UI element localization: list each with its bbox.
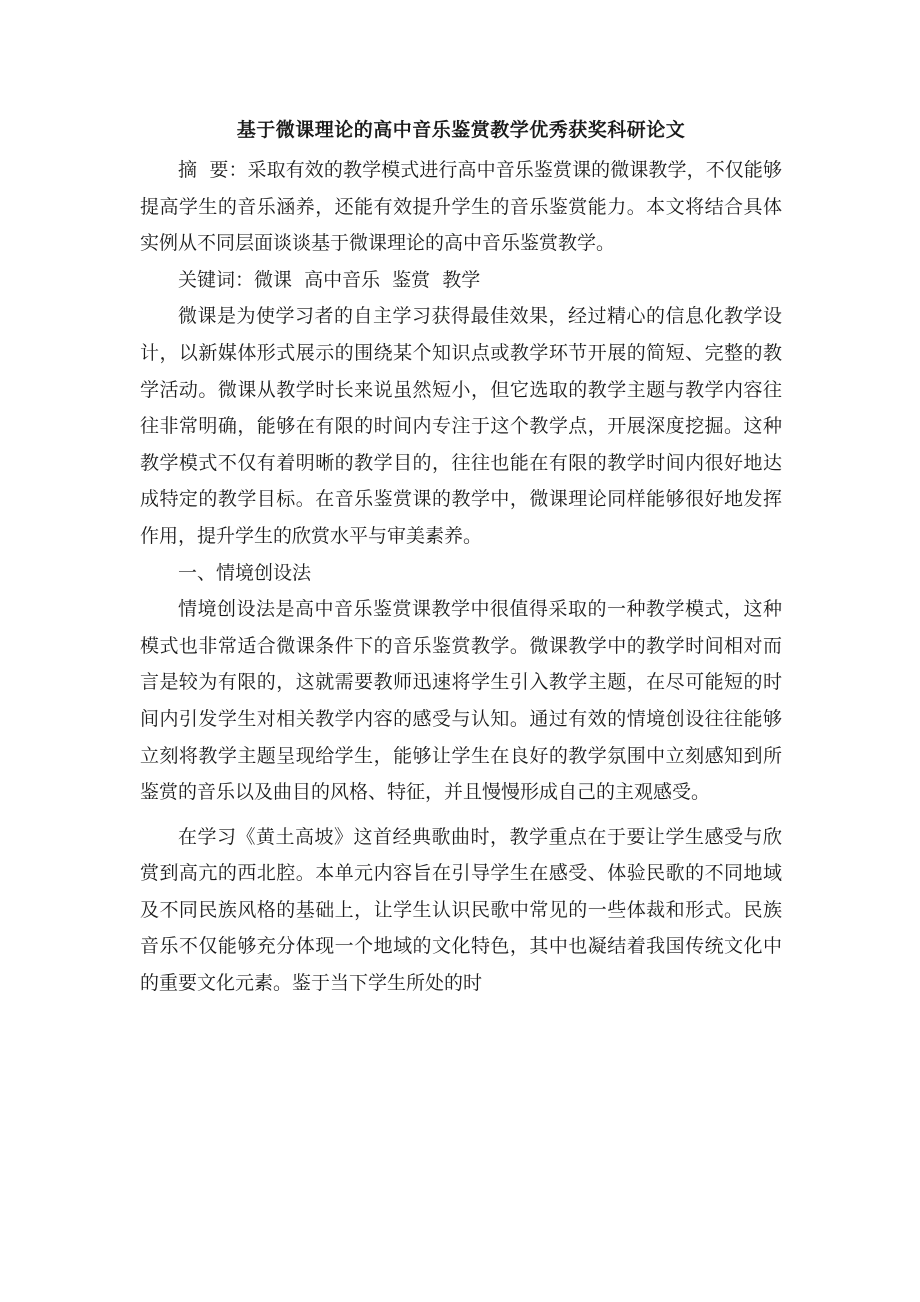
keywords-text: 微课 高中音乐 鉴赏 教学 xyxy=(254,268,481,291)
body-paragraph: 微课是为使学习者的自主学习获得最佳效果，经过精心的信息化教学设计，以新媒体形式展示的围绕某个知识点或教学环节开展的简短、完整的教学活动。微课从教学时长来说虽然短小，但它选取的教学主题与教学内容往往非常明确，能够在有限的时间内专注于这个教学点，开展深度挖掘。这种教学模式不仅有着明晰的教学目的，往往也能在有限的教学时间内很好地达成特定的教学目标。在音乐鉴赏课的教学中，微课理论同样能够很好地发挥作用，提升学生的欣赏水平与审美素养。 xyxy=(140,305,782,547)
document-title: 基于微课理论的高中音乐鉴赏教学优秀获奖科研论文 xyxy=(236,119,686,141)
keywords-label: 关键词： xyxy=(178,268,255,291)
abstract-label: 摘 要： xyxy=(178,159,248,181)
abstract-text: 采取有效的教学模式进行高中音乐鉴赏课的微课教学，不仅能够提高学生的音乐涵养，还能有效提升学生的音乐鉴赏能力。本文将结合具体实例从不同层面谈谈基于微课理论的高中音乐鉴赏教学。 xyxy=(140,159,782,255)
body-paragraph: 在学习《黄土高坡》这首经典歌曲时，教学重点在于要让学生感受与欣赏到高亢的西北腔。本单元内容旨在引导学生在感受、体验民歌的不同地域及不同民族风格的基础上，让学生认识民歌中常见的一些体裁和形式。民族音乐不仅能够充分体现一个地域的文化特色，其中也凝结着我国传统文化中的重要文化元素。鉴于当下学生所处的时 xyxy=(140,825,782,995)
section-heading: 一、情境创设法 xyxy=(178,561,312,584)
keywords-paragraph xyxy=(140,262,782,299)
abstract-paragraph xyxy=(140,152,782,262)
document-body xyxy=(140,112,782,1002)
body-paragraph: 情境创设法是高中音乐鉴赏课教学中很值得采取的一种教学模式，这种模式也非常适合微课条件下的音乐鉴赏教学。微课教学中的教学时间相对而言是较为有限的，这就需要教师迅速将学生引入教学主题，在尽可能短的时间内引发学生对相关教学内容的感受与认知。通过有效的情境创设往往能够立刻将教学主题呈现给学生，能够让学生在良好的教学氛围中立刻感知到所鉴赏的音乐以及曲目的风格、特征，并且慢慢形成自己的主观感受。 xyxy=(140,598,782,804)
